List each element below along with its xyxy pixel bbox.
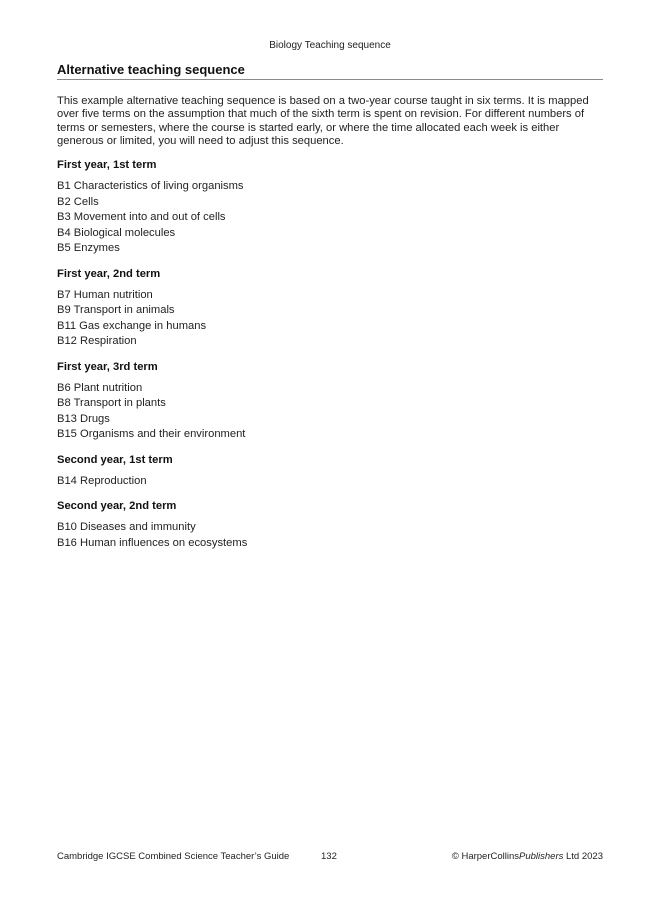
unit-item: B14 Reproduction [57, 474, 147, 487]
unit-list [57, 474, 603, 490]
unit-item: B2 Cells [57, 195, 99, 208]
copyright-italic: Publishers [519, 851, 564, 862]
term-sequence [57, 158, 603, 561]
unit-item: B7 Human nutrition [57, 288, 153, 301]
unit-list [57, 179, 603, 257]
unit-item: B1 Characteristics of living organisms [57, 180, 244, 192]
unit-item: B3 Movement into and out of cells [57, 211, 226, 223]
term-block [57, 499, 603, 551]
term-heading: Second year, 1st term [57, 453, 173, 466]
unit-item: B13 Drugs [57, 412, 110, 425]
unit-list [57, 288, 603, 350]
unit-item: B11 Gas exchange in humans [57, 319, 207, 332]
intro-paragraph: This example alternative teaching sequence is based on a two-year course taught in six terms. It is mapped over five terms on the assumption that much of the sixth term is spent on revision. For different numbers of terms or semesters, where the course is started early, or where the time allocated each week is either generous or limited, you will need to adjust this sequence. [57, 95, 589, 148]
unit-item: B16 Human influences on ecosystems [57, 536, 248, 549]
unit-item: B15 Organisms and their environment [57, 428, 246, 440]
term-block [57, 267, 603, 350]
unit-item: B4 Biological molecules [57, 226, 176, 239]
copyright-suffix: Ltd 2023 [563, 851, 603, 862]
term-block [57, 360, 603, 443]
term-heading: First year, 3rd term [57, 360, 158, 373]
unit-item: B5 Enzymes [57, 242, 120, 254]
copyright-prefix: © HarperCollins [451, 851, 520, 862]
unit-list [57, 520, 603, 551]
unit-list [57, 381, 603, 443]
footer-copyright [452, 851, 603, 862]
footer-page-number: 132 [321, 851, 337, 862]
term-block [57, 158, 603, 257]
running-header: Biology Teaching sequence [269, 40, 391, 51]
term-heading: First year, 2nd term [57, 267, 161, 280]
unit-item: B9 Transport in animals [57, 304, 175, 316]
unit-item: B8 Transport in plants [57, 397, 166, 409]
unit-item: B6 Plant nutrition [57, 381, 143, 394]
section-title: Alternative teaching sequence [57, 62, 603, 80]
unit-item: B10 Diseases and immunity [57, 521, 196, 533]
unit-item: B12 Respiration [57, 335, 137, 347]
term-heading: First year, 1st term [57, 159, 157, 171]
footer-book-title: Cambridge IGCSE Combined Science Teacher’s Guide [57, 851, 290, 862]
term-block [57, 453, 603, 490]
term-heading: Second year, 2nd term [57, 500, 177, 512]
